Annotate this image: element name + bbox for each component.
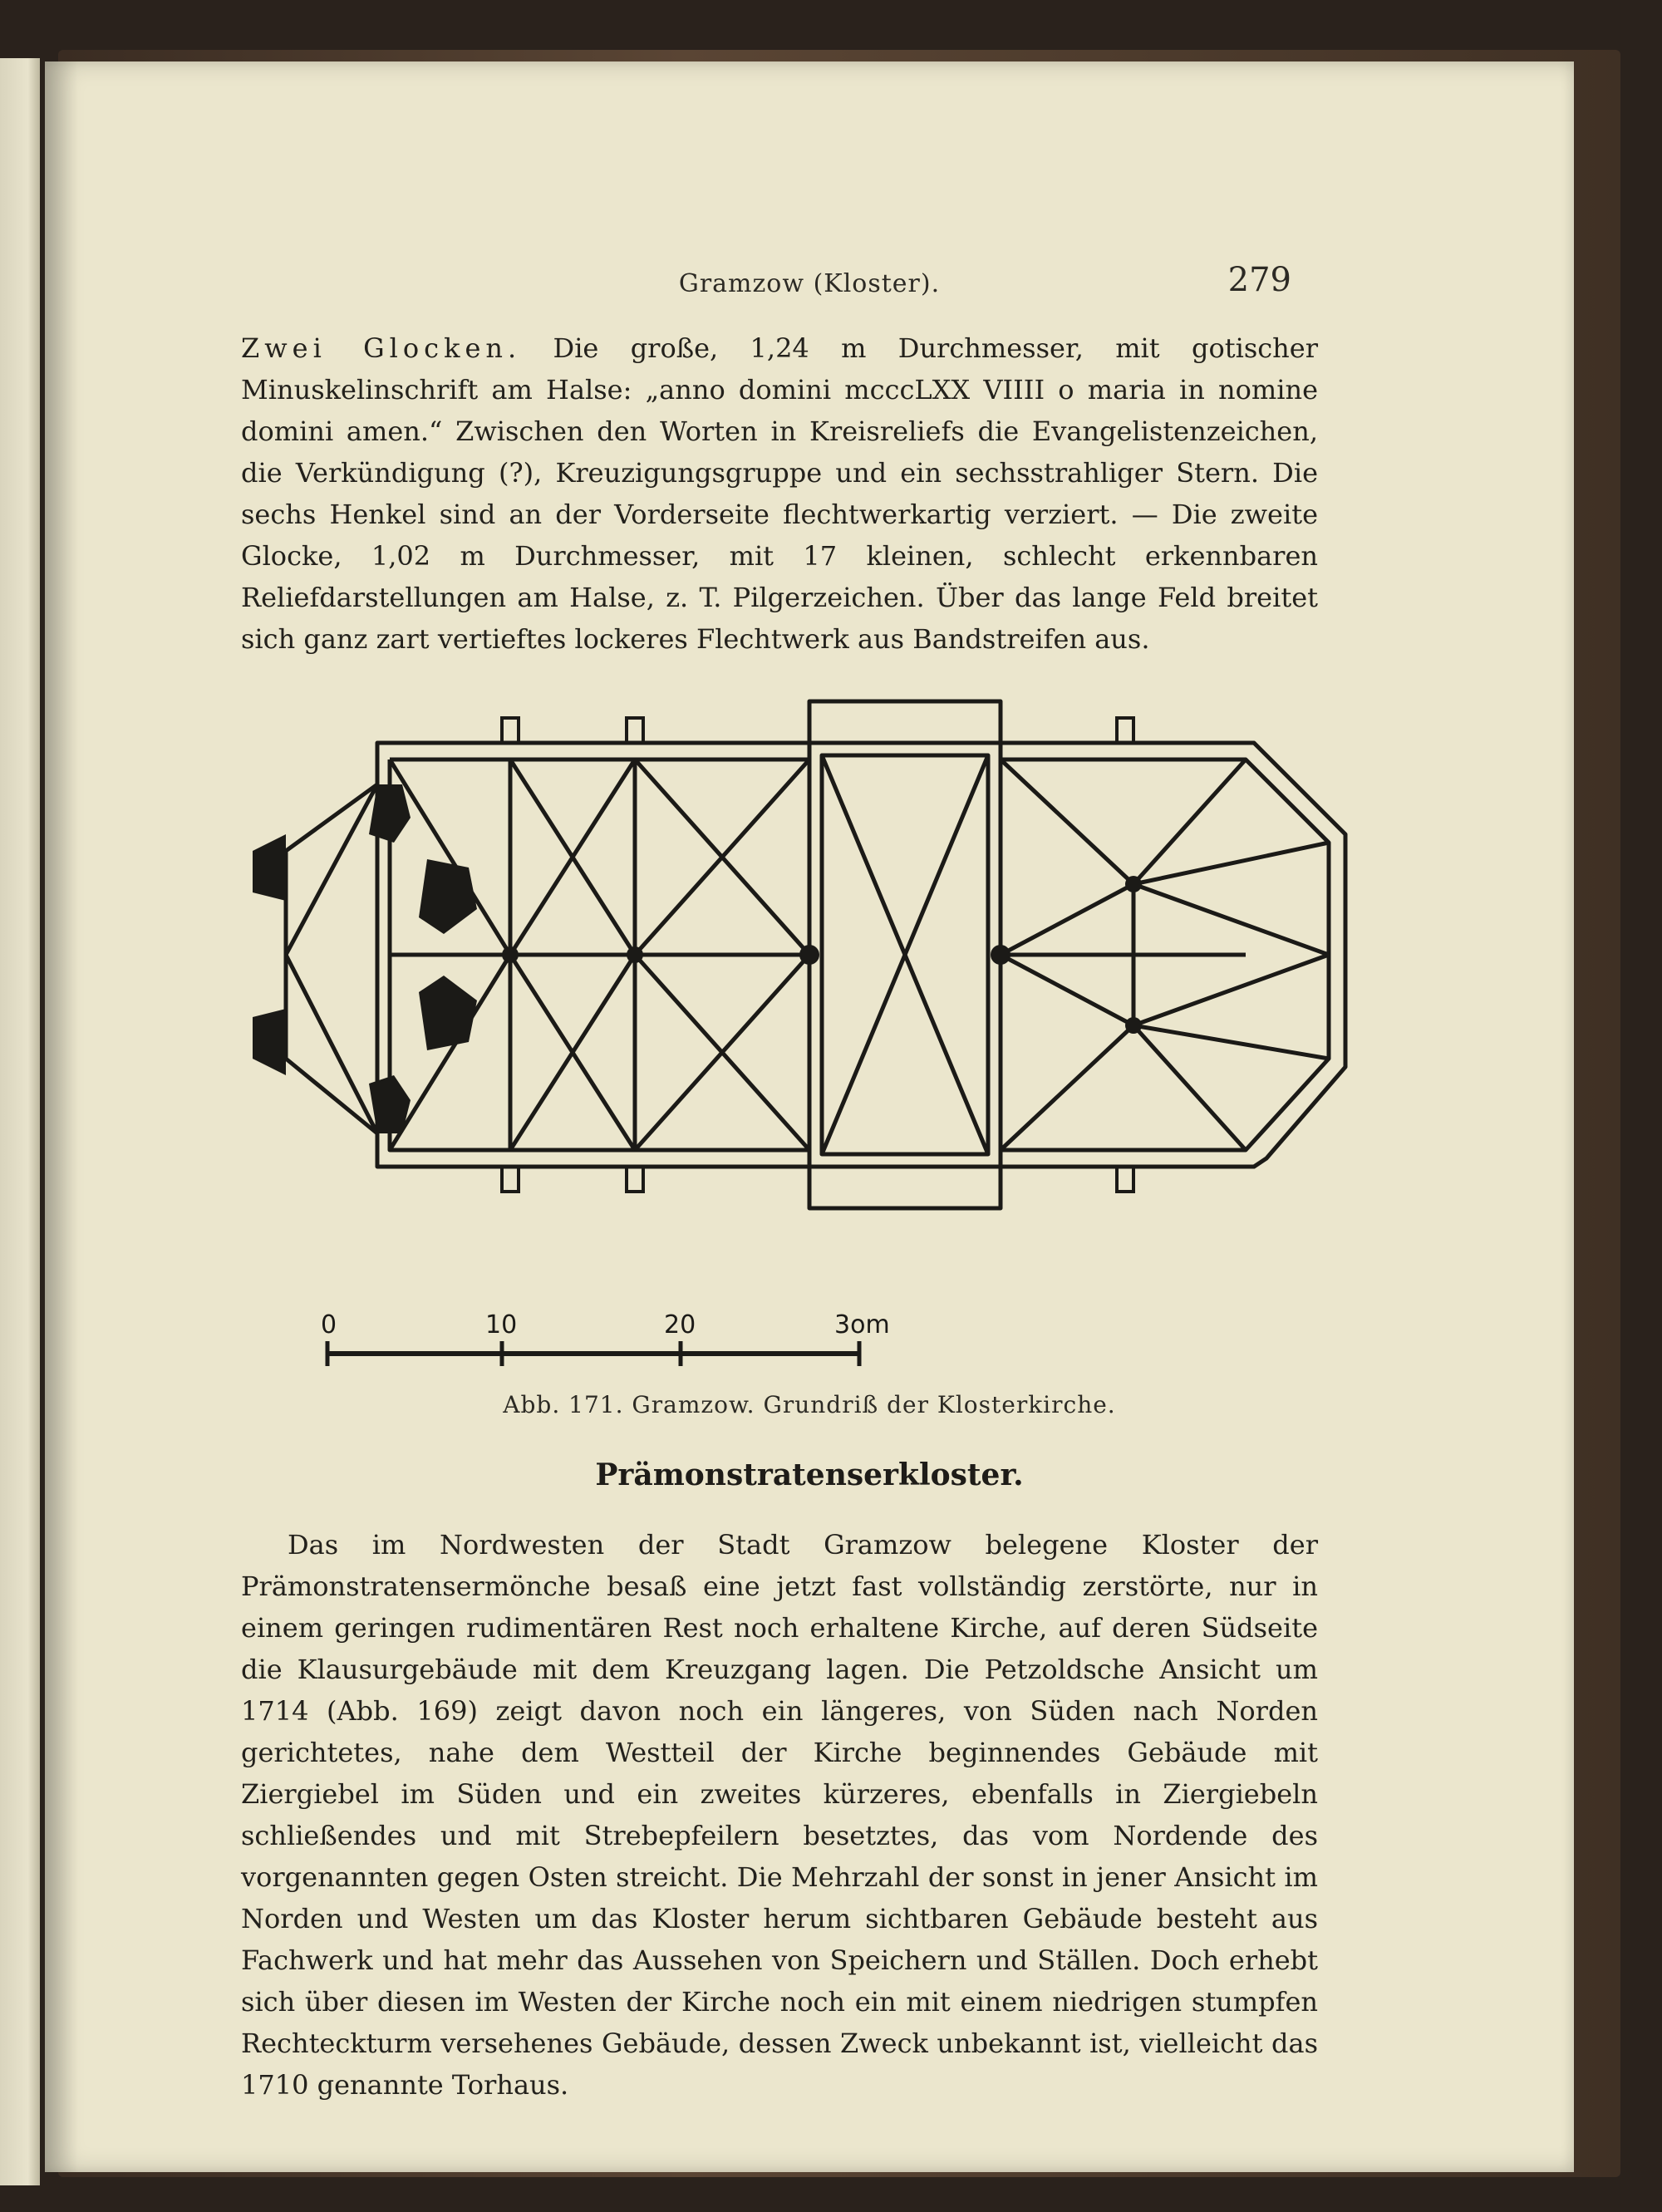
monastery-paragraph <box>241 1524 1318 2106</box>
scale-bar <box>321 1310 890 1366</box>
paragraph-body: Das im Nordwesten der Stadt Gramzow belegene Kloster der Prämonstratensermönche besaß eine jetzt fast vollständig zerstörte, nur in einem geringen rudimentären Rest noch erhaltene Kirche, auf deren Südseite die Klausurgebäude mit dem Kreuzgang lagen. Die Petzoldsche Ansicht um 1714 (Abb. 169) zeigt davon noch ein längeres, von Süden nach Norden gerichtetes, nahe dem Westteil der Kirche beginnendes Gebäude mit Ziergiebel im Süden und ein zweites kürzeres, ebenfalls in Ziergiebeln schließendes und mit Strebepfeilern besetztes, das vom Nordende des vorgenannten gegen Osten streicht. Die Mehrzahl der sonst in jener Ansicht im Norden und Westen um das Kloster herum sichtbaren Gebäude besteht aus Fachwerk und hat mehr das Aussehen von Speichern und Ställen. Doch erhebt sich über diesen im Westen der Kirche noch ein mit einem niedrigen stumpfen Rechteckturm versehenes Gebäude, dessen Zweck unbekannt ist, vielleicht das 1710 genannte Torhaus. <box>241 1529 1318 2101</box>
gutter-shadow <box>45 61 78 2172</box>
west-apse <box>286 784 377 1133</box>
scale-label-10: 10 <box>485 1310 518 1339</box>
scale-label-30: 3om <box>834 1310 890 1339</box>
scale-label-0: 0 <box>321 1310 337 1339</box>
page-number: 279 <box>1227 261 1291 299</box>
paragraph-lead: Zwei Glocken. <box>241 332 522 364</box>
facing-page-edge <box>0 58 40 2185</box>
page-header <box>45 261 1574 311</box>
paragraph-body: Die große, 1,24 m Durchmesser, mit gotischer Minuskelinschrift am Halse: „anno domini mcccLXX VIIII o maria in nomine domini amen.“ Zwischen den Worten in Kreisreliefs die Evangelistenzeichen, die Verkündigung (?), Kreuzigungsgruppe und ein sechsstrahliger Stern. Die sechs Henkel sind an der Vorderseite flechtwerkartig verziert. — Die zweite Glocke, 1,02 m Durchmesser, mit 17 kleinen, schlecht erkennbaren Reliefdarstellungen am Halse, z. T. Pilgerzeichen. Über das lange Feld breitet sich ganz zart vertieftes lockeres Flechtwerk aus Bandstreifen aus. <box>241 332 1319 655</box>
scale-label-20: 20 <box>664 1310 696 1339</box>
section-heading: Prämonstratenserkloster. <box>595 1457 1024 1492</box>
floor-plan-figure <box>236 668 1350 1416</box>
book-page <box>45 61 1574 2172</box>
figure-caption: Abb. 171. Gramzow. Grundriß der Klosterkirche. <box>503 1391 1116 1418</box>
running-title: Gramzow (Kloster). <box>678 269 941 298</box>
bells-paragraph <box>241 327 1318 660</box>
